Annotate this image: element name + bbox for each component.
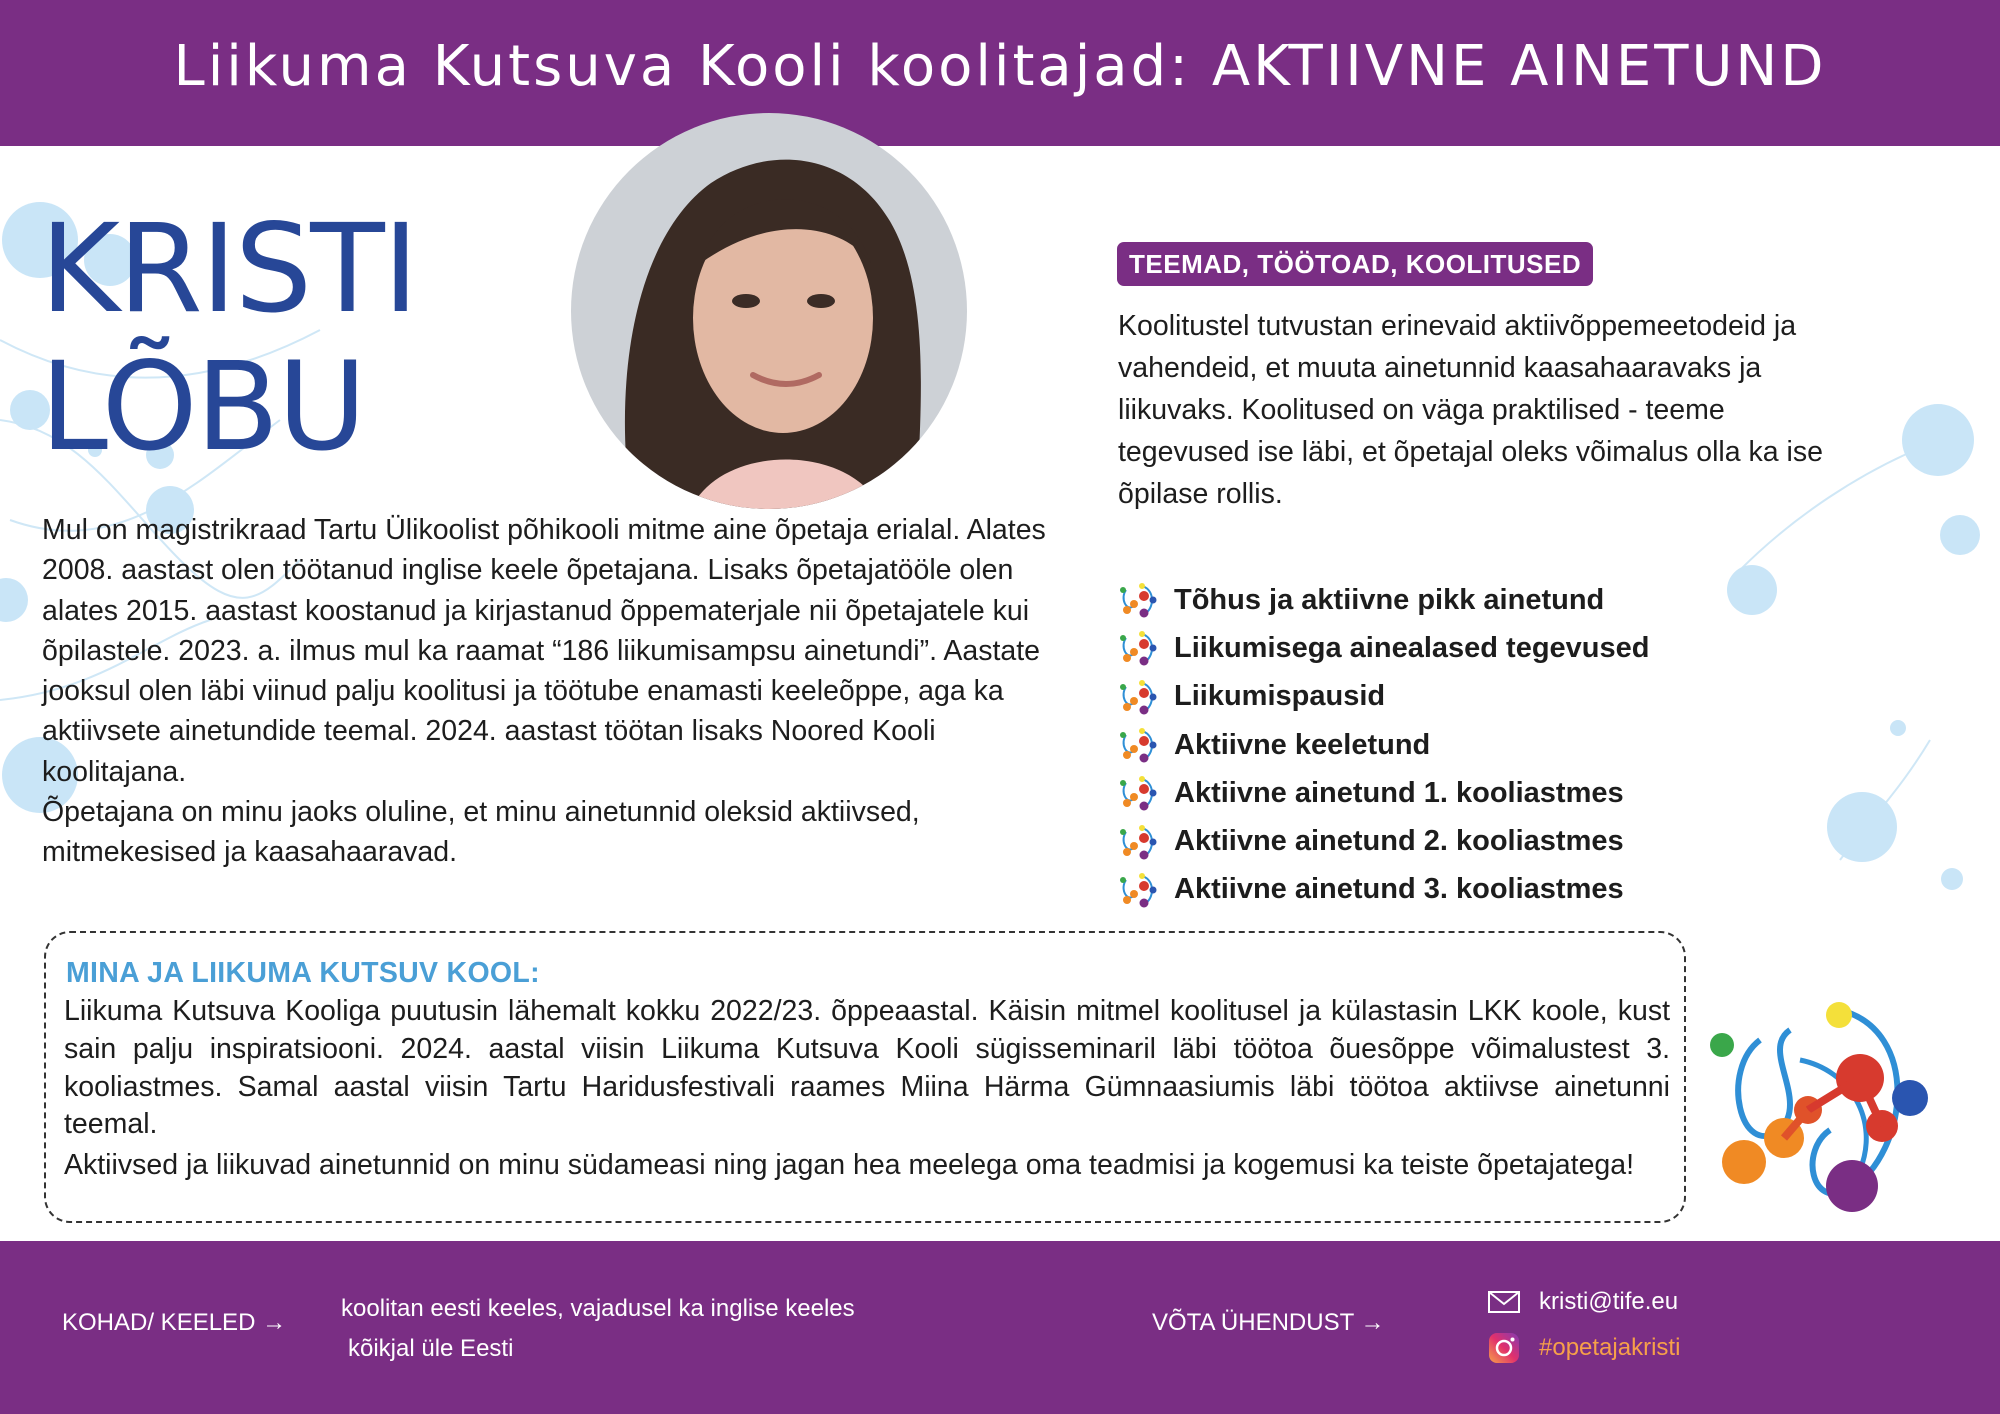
topic-item-label: Aktiivne ainetund 3. kooliastmes xyxy=(1174,873,1624,906)
last-name: LÕBU xyxy=(40,336,365,478)
bio-text xyxy=(42,510,1072,873)
bio-paragraph: Mul on magistrikraad Tartu Ülikoolist põhikooli mitme aine õpetaja erialal. Alates 2008. aastast olen töötanud inglise keele õpetajana. Lisaks õpetajatööle olen alates 2015. aastast koostanud ja kirjastanud õppematerjale nii õpetajatele kui õpilastele. 2023. a. ilmus mul ka raamat “186 liikumisampsu ainetundi”. Aastate jooksul olen läbi viinud palju koolitusi ja töötube enamasti keeleõppe, aga ka aktiivsete ainetundide teemal. 2024. aastast töötan lisaks Noored Kooli koolitajana. xyxy=(42,514,1046,788)
email-contact[interactable] xyxy=(1487,1285,1678,1319)
molecule-icon xyxy=(1118,580,1158,620)
molecule-icon xyxy=(1118,725,1158,765)
topic-item xyxy=(1118,673,1649,721)
topic-item-label: Liikumispausid xyxy=(1174,680,1386,713)
instagram-contact[interactable] xyxy=(1487,1331,1680,1365)
portrait-photo xyxy=(571,113,967,509)
topics-heading-badge: TEEMAD, TÖÖTOAD, KOOLITUSED xyxy=(1117,242,1593,286)
molecule-icon xyxy=(1118,822,1158,862)
lkk-section xyxy=(44,931,1686,1223)
contact-label: VÕTA ÜHENDUST → xyxy=(1152,1309,1385,1336)
lkk-heading: MINA JA LIIKUMA KUTSUV KOOL: xyxy=(66,957,540,989)
molecule-icon xyxy=(1118,677,1158,717)
first-name: KRISTI xyxy=(40,198,417,340)
places-text: kõikjal üle Eesti xyxy=(348,1335,514,1362)
topic-item-label: Liikumisega ainealased tegevused xyxy=(1174,631,1650,664)
bio-paragraph: Õpetajana on minu jaoks oluline, et minu ainetunnid oleksid aktiivsed, mitmekesised ja kaasahaaravad. xyxy=(42,796,920,869)
mail-icon xyxy=(1487,1285,1521,1319)
topic-item xyxy=(1118,866,1649,914)
header-banner xyxy=(0,0,2000,146)
person-name xyxy=(40,200,417,476)
topic-item xyxy=(1118,817,1649,865)
topic-item xyxy=(1118,721,1649,769)
topic-item-label: Aktiivne ainetund 2. kooliastmes xyxy=(1174,825,1624,858)
instagram-icon xyxy=(1487,1331,1521,1365)
instagram-handle[interactable]: #opetajakristi xyxy=(1539,1334,1681,1361)
lkk-logo-icon xyxy=(1700,990,1940,1220)
languages-text: koolitan eesti keeles, vajadusel ka inglise keeles xyxy=(341,1295,855,1322)
page-title: Liikuma Kutsuva Kooli koolitajad: AKTIIVNE AINETUND xyxy=(173,34,1827,99)
topic-item-label: Aktiivne keeletund xyxy=(1174,728,1431,761)
places-label: KOHAD/ KEELED → xyxy=(62,1309,287,1336)
topic-item xyxy=(1118,769,1649,817)
topic-item-label: Tõhus ja aktiivne pikk ainetund xyxy=(1174,583,1605,616)
topics-list xyxy=(1118,576,1649,914)
molecule-icon xyxy=(1118,773,1158,813)
email-link[interactable]: kristi@tife.eu xyxy=(1539,1288,1679,1315)
molecule-icon xyxy=(1118,628,1158,668)
topic-item xyxy=(1118,576,1649,624)
topic-item xyxy=(1118,624,1649,672)
topic-item-label: Aktiivne ainetund 1. kooliastmes xyxy=(1174,776,1624,809)
topics-intro: Koolitustel tutvustan erinevaid aktiivõppemeetodeid ja vahendeid, et muuta ainetunnid kaasahaaravaks ja liikuvaks. Koolitused on väga praktilised - teeme tegevused ise läbi, et õpetajal oleks võimalus olla ka ise õpilase rollis. xyxy=(1118,310,1823,510)
lkk-paragraph: Liikuma Kutsuva Kooliga puutusin lähemalt kokku 2022/23. õppeaastal. Käisin mitmel koolitusel ja külastasin LKK koole, kust sain palju inspiratsiooni. 2024. aastal viisin Liikuma Kutsuva Kooli sügisseminaril läbi töötoa õuesõppe võimalustest 3. kooliastmes. Samal aastal viisin Tartu Haridusfestivali raames Miina Härma Gümnaasiumis läbi töötoa aktiivse ainetunni teemal. xyxy=(64,995,1670,1141)
molecule-icon xyxy=(1118,870,1158,910)
lkk-paragraph: Aktiivsed ja liikuvad ainetunnid on minu südameasi ning jagan hea meelega oma teadmisi ja kogemusi ka teiste õpetajatega! xyxy=(64,1149,1635,1181)
footer xyxy=(0,1241,2000,1414)
